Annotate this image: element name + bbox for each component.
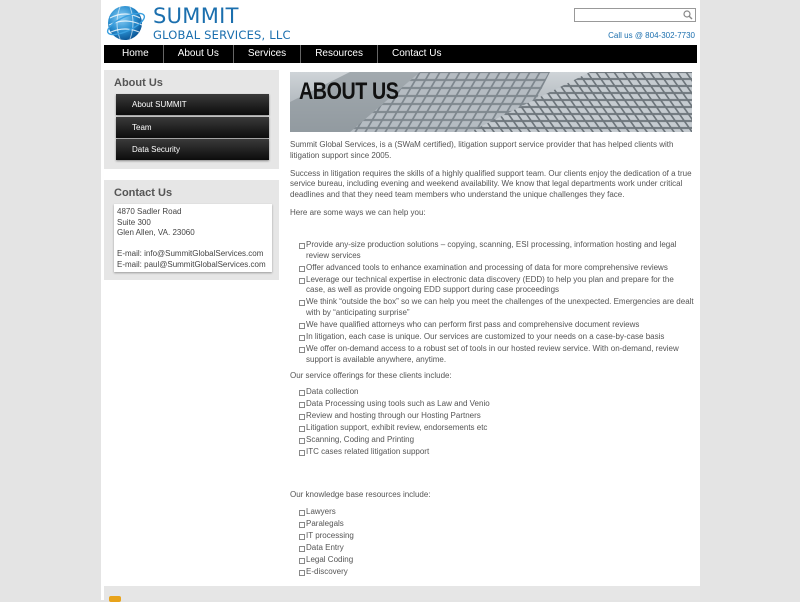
list-item: Paralegals (290, 519, 695, 530)
address-line: Glen Allen, VA. 23060 (117, 228, 195, 238)
nav-contact-us[interactable]: Contact Us (392, 48, 442, 59)
email-paul[interactable]: E-mail: paul@SummitGlobalServices.com (117, 259, 266, 269)
contact-details (114, 204, 272, 272)
about-us-banner (290, 72, 692, 132)
globe-logo-icon[interactable] (106, 4, 146, 42)
contact-us-heading: Contact Us (114, 187, 173, 199)
nav-services[interactable]: Services (234, 45, 301, 63)
list-item: Lawyers (290, 507, 695, 518)
list-item: In litigation, each case is unique. Our services are customized to your needs on a case-by-case basis (290, 332, 695, 343)
footer-icon (109, 596, 121, 602)
list-item: Data Entry (290, 543, 695, 554)
list-item: Legal Coding (290, 555, 695, 566)
list-item: Litigation support, exhibit review, endorsements etc (290, 423, 695, 434)
address-line: Suite 300 (117, 217, 151, 227)
list-item: Provide any-size production solutions – copying, scanning, ESI processing, information hosting and legal review services (290, 240, 695, 262)
about-menu (116, 94, 269, 160)
blank-line (117, 239, 269, 250)
banner-title: ABOUT US (299, 78, 399, 105)
list-item: We think “outside the box” so we can help you meet the challenges of the unexpected. Emergencies are dealt with by “anticipating surprise” (290, 297, 695, 319)
menu-team[interactable]: Team (116, 117, 269, 138)
list-item: E-discovery (290, 567, 695, 578)
list-item: Data Processing using tools such as Law and Venio (290, 399, 695, 410)
list-item: We offer on-demand access to a robust set of tools in our hosted review service. With on-demand, review support is available anywhere, anytime. (290, 344, 695, 366)
list-item: Review and hosting through our Hosting Partners (290, 411, 695, 422)
brand-subtitle[interactable]: GLOBAL SERVICES, LLC (153, 28, 291, 42)
list-item: We have qualified attorneys who can perform first pass and comprehensive document reviews (290, 320, 695, 331)
menu-data-security[interactable]: Data Security (116, 139, 269, 160)
menu-about-summit[interactable]: About SUMMIT (116, 94, 269, 115)
services-heading: Our service offerings for these clients include: (290, 370, 452, 380)
services-list (290, 387, 695, 458)
footer (104, 586, 700, 600)
success-paragraph: Success in litigation requires the skills of a highly qualified support team. Our clients enjoy the dedication of a true service bureau, including evening and weekend availability. We know that legal departments work under critical deadlines and that they need team members who understand the unique challenges they face. (290, 168, 692, 200)
search-input[interactable] (575, 9, 681, 21)
list-item: Leverage our technical expertise in electronic data discovery (EDD) to help you plan and prepare for the case, as well as provide ongoing EDD support during case proceedings (290, 275, 695, 297)
help-heading: Here are some ways we can help you: (290, 207, 426, 217)
main-content (290, 140, 695, 579)
knowledge-list (290, 507, 695, 578)
nav-about-us[interactable]: About Us (164, 45, 234, 63)
knowledge-heading: Our knowledge base resources include: (290, 490, 431, 500)
address-line: 4870 Sadler Road (117, 207, 182, 216)
about-us-panel (104, 70, 279, 169)
list-item: IT processing (290, 531, 695, 542)
list-item: Data collection (290, 387, 695, 398)
phone-number: Call us @ 804-302-7730 (608, 31, 695, 40)
list-item: ITC cases related litigation support (290, 447, 695, 458)
brand-name[interactable]: SUMMIT (153, 4, 239, 28)
search-icon[interactable] (683, 10, 693, 20)
list-item: Offer advanced tools to enhance examination and processing of data for more comprehensive reviews (290, 263, 695, 274)
list-item: Scanning, Coding and Printing (290, 435, 695, 446)
contact-us-panel (104, 180, 279, 280)
search-box (574, 8, 696, 22)
email-info[interactable]: E-mail: info@SummitGlobalServices.com (117, 249, 264, 259)
nav-resources[interactable]: Resources (301, 45, 378, 63)
page (101, 0, 700, 600)
help-list (290, 240, 695, 366)
nav-home[interactable]: Home (104, 45, 164, 63)
about-us-heading: About Us (114, 77, 163, 89)
main-nav (104, 45, 697, 63)
intro-paragraph: Summit Global Services, is a (SWaM certified), litigation support service provider that has helped clients with litigation support since 2005. (290, 140, 674, 160)
